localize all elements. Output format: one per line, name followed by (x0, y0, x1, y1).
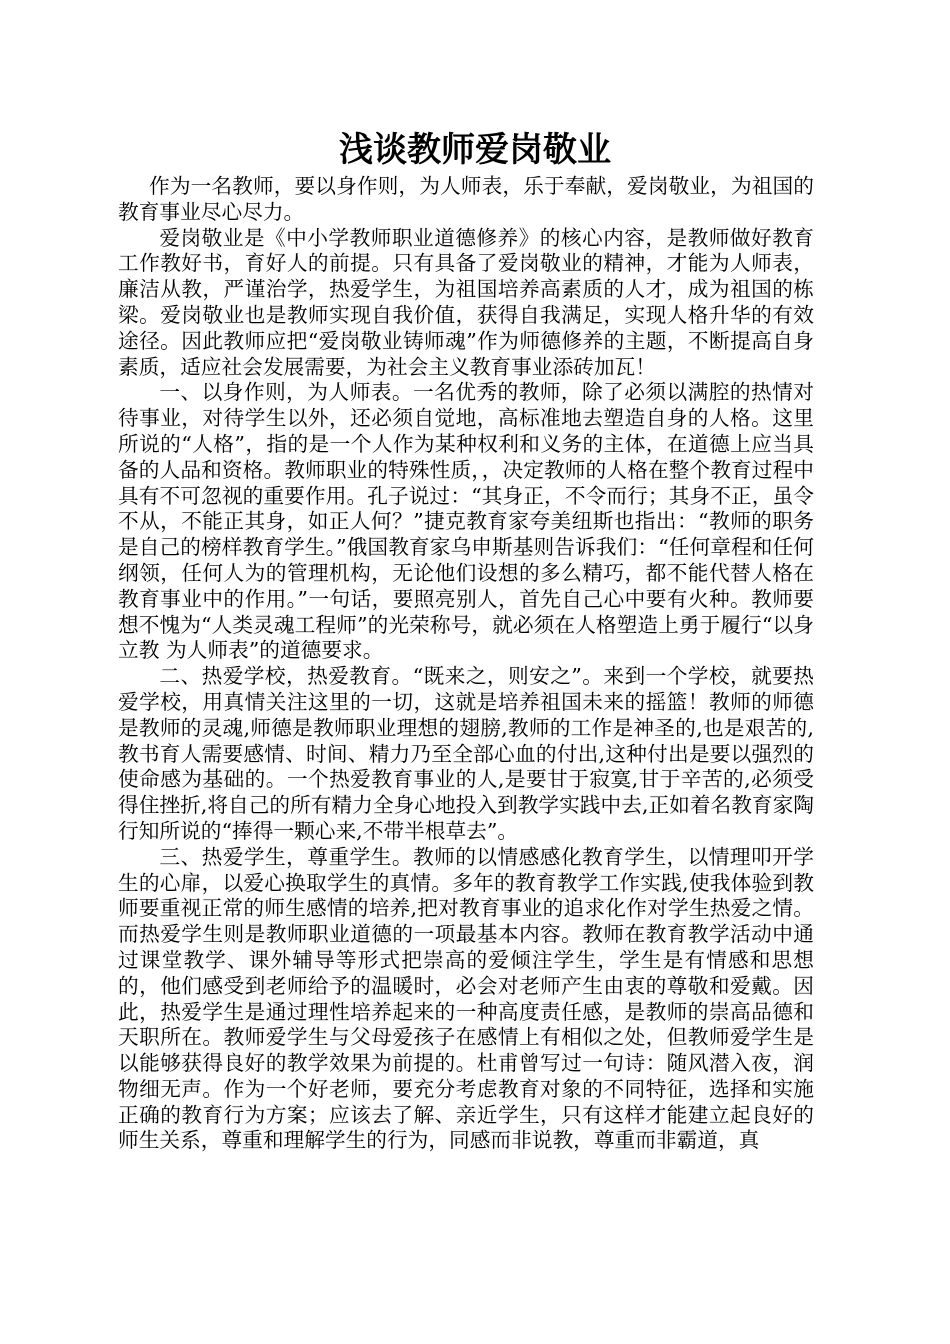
section-three-paragraph: 三、热爱学生，尊重学生。教师的以情感感化教育学生，以情理叩开学生的心扉，以爱心换取学生的真情。多年的教育教学工作实践,使我体验到教师要重视正常的师生感情的培养,把对教育事业的追求化作对学生热爱之情。而热爱学生则是教师职业道德的一项最基本内容。教师在教育教学活动中通过课堂教学、课外辅导等形式把崇高的爱倾注学生，学生是有情感和思想的，他们感受到老师给予的温暖时，必会对老师产生由衷的尊敬和爱戴。因此，热爱学生是通过理性培养起来的一种高度责任感，是教师的崇高品德和天职所在。教师爱学生与父母爱孩子在感情上有相似之处，但教师爱学生是以能够获得良好的教学效果为前提的。杜甫曾写过一句诗：随风潜入夜，润物细无声。作为一个好老师，要充分考虑教育对象的不同特征，选择和实施正确的教育行为方案；应该去了解、亲近学生，只有这样才能建立起良好的师生关系，尊重和理解学生的行为，同感而非说教，尊重而非霸道，真 (118, 844, 814, 1153)
section-one-paragraph: 一、以身作则，为人师表。一名优秀的教师，除了必须以满腔的热情对待事业，对待学生以外，还必须自觉地，高标准地去塑造自身的人格。这里所说的“人格”，指的是一个人作为某种权利和义务的主体，在道德上应当具备的人品和资格。教师职业的特殊性质，，决定教师的人格在整个教育过程中具有不可忽视的重要作用。孔子说过：“其身正，不令而行；其身不正，虽令不从，不能正其身，如正人何？”捷克教育家夸美纽斯也指出：“教师的职务是自己的榜样教育学生。”俄国教育家乌申斯基则告诉我们：“任何章程和任何纲领，任何人为的管理机构，无论他们设想的多么精巧，都不能代替人格在教育事业中的作用。”一句话，要照亮别人，首先自己心中要有火种。教师要想不愧为“人类灵魂工程师”的光荣称号，就必须在人格塑造上勇于履行“以身立教 为人师表”的道德要求。 (118, 380, 814, 663)
document-body (118, 174, 814, 1154)
section-two-paragraph: 二、热爱学校，热爱教育。“既来之，则安之”。来到一个学校，就要热爱学校，用真情关注这里的一切，这就是培养祖国未来的摇篮！教师的师德是教师的灵魂,师德是教师职业理想的翅膀,教师的工作是神圣的,也是艰苦的,教书育人需要感情、时间、精力乃至全部心血的付出,这种付出是要以强烈的使命感为基础的。一个热爱教育事业的人,是要甘于寂寞,甘于辛苦的,必须受得住挫折,将自己的所有精力全身心地投入到教学实践中去,正如着名教育家陶行知所说的“捧得一颗心来,不带半根草去”。 (118, 664, 814, 843)
core-content-paragraph: 爱岗敬业是《中小学教师职业道德修养》的核心内容，是教师做好教育工作教好书，育好人的前提。只有具备了爱岗敬业的精神，才能为人师表，廉洁从教，严谨治学，热爱学生，为祖国培养高素质的人才，成为祖国的栋梁。爱岗敬业也是教师实现自我价值，获得自我满足，实现人格升华的有效途径。因此教师应把“爱岗敬业铸师魂”作为师德修养的主题，不断提高自身素质，适应社会发展需要，为社会主义教育事业添砖加瓦！ (118, 225, 814, 379)
document-title: 浅谈教师爱岗敬业 (339, 130, 611, 170)
intro-paragraph: 作为一名教师，要以身作则，为人师表，乐于奉献，爱岗敬业，为祖国的教育事业尽心尽力。 (118, 174, 814, 224)
